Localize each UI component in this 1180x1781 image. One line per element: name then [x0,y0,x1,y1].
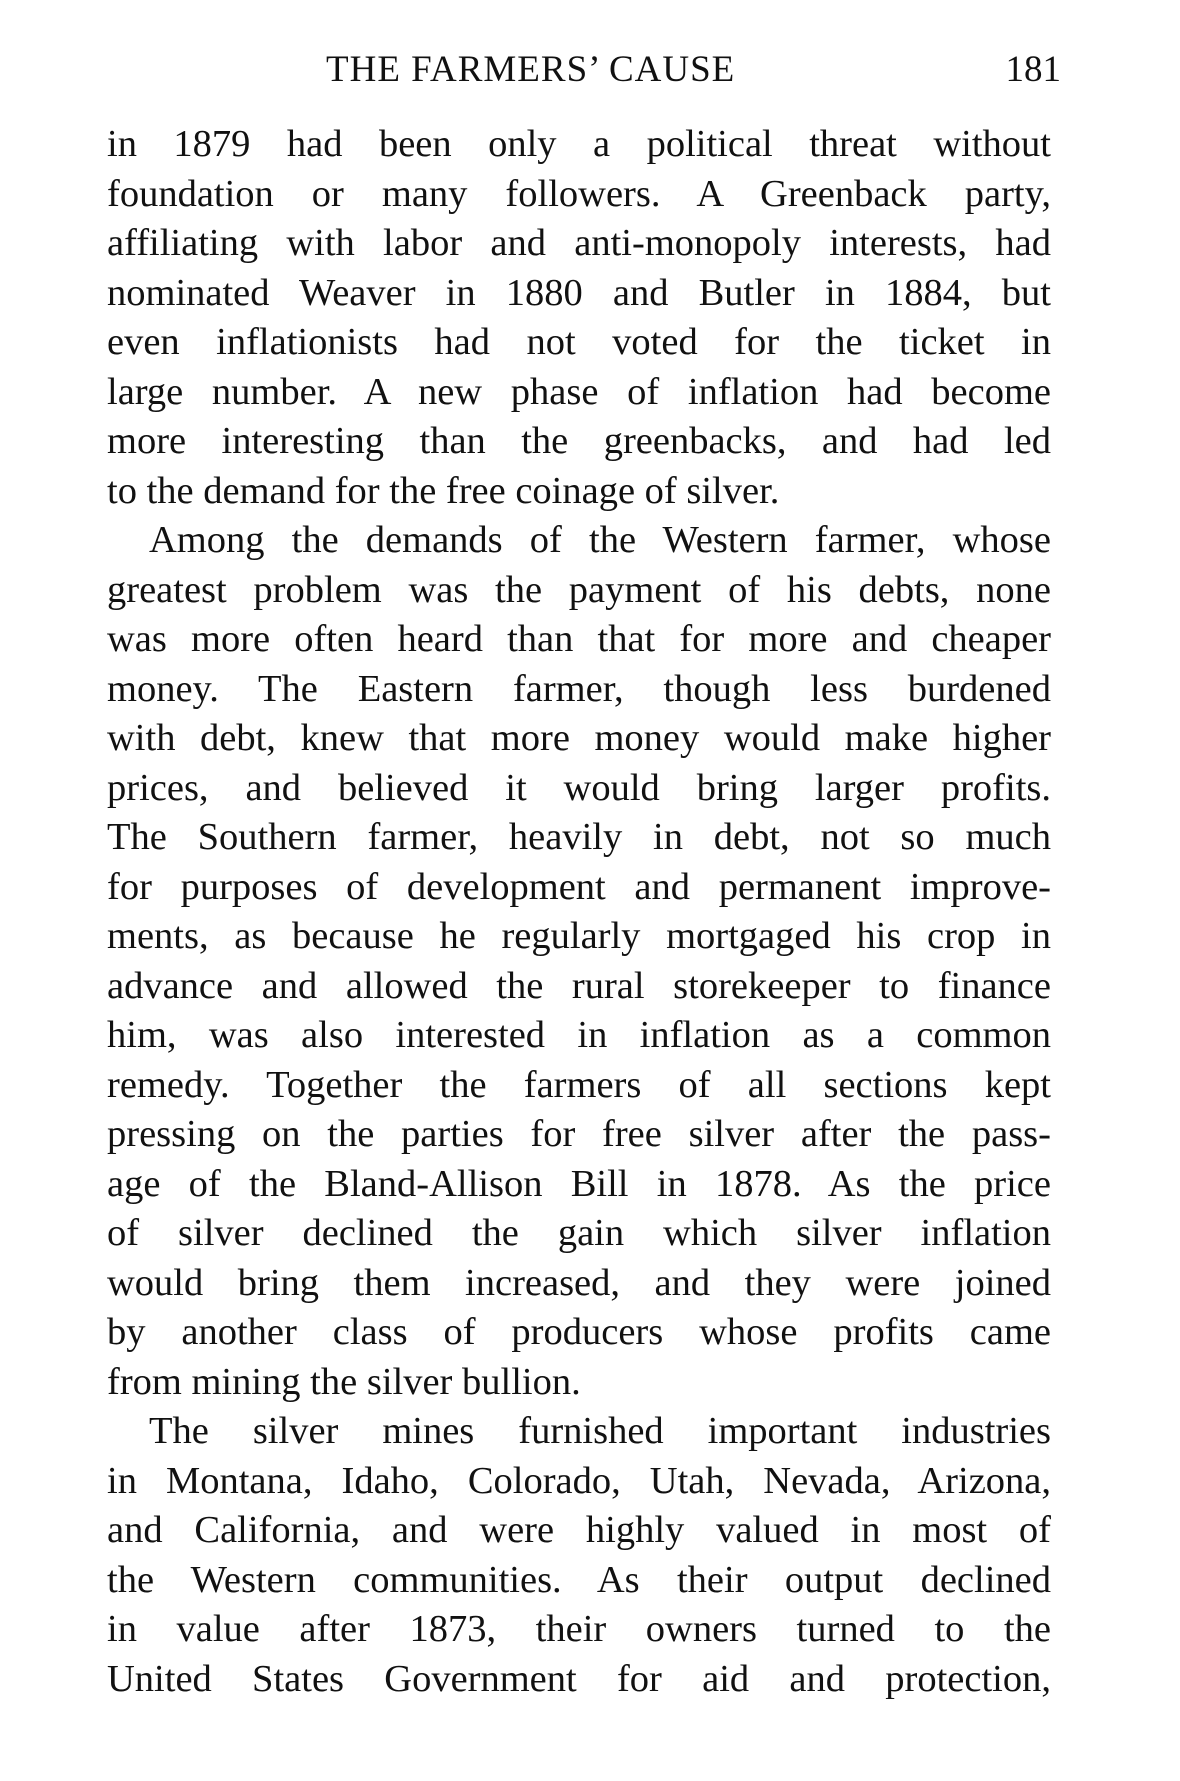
text-line: greatest problem was the payment of his debts, none [107,568,1051,611]
text-line: United States Government for aid and protection, [107,1657,1051,1700]
text-line: prices, and believed it would bring larger profits. [107,766,1051,809]
text-line: for purposes of development and permanent improve- [107,865,1051,908]
text-line: age of the Bland-Allison Bill in 1878. As the price [107,1162,1051,1205]
page-number: 181 [1005,49,1061,90]
text-line: by another class of producers whose profits came [107,1311,1051,1353]
text-line: with debt, knew that more money would make higher [107,717,1051,759]
text-line: in Montana, Idaho, Colorado, Utah, Nevada, Arizona, [107,1459,1051,1502]
text-line: the Western communities. As their output declined [107,1558,1051,1601]
text-line: Among the demands of the Western farmer, whose [149,519,1051,561]
text-line: advance and allowed the rural storekeeper to finance [107,964,1051,1007]
running-title: THE FARMERS’ CAUSE [326,49,736,90]
text-line: to the demand for the free coinage of silver. [107,469,780,512]
text-line: money. The Eastern farmer, though less burdened [107,667,1051,710]
text-line: from mining the silver bullion. [107,1360,581,1403]
text-line: The silver mines furnished important industries [149,1410,1051,1452]
text-line: affiliating with labor and anti-monopoly interests, had [107,222,1051,264]
text-line: was more often heard than that for more and cheaper [107,618,1051,660]
text-line: nominated Weaver in 1880 and Butler in 1884, but [107,271,1051,314]
text-line: large number. A new phase of inflation had become [107,370,1051,413]
text-line: The Southern farmer, heavily in debt, not so much [107,816,1051,858]
text-line: even inflationists had not voted for the ticket in [107,321,1051,363]
text-line: of silver declined the gain which silver inflation [107,1212,1051,1254]
running-header [107,48,1061,98]
text-line: ments, as because he regularly mortgaged his crop in [107,915,1051,957]
text-line: more interesting than the greenbacks, and had led [107,420,1051,462]
text-line: would bring them increased, and they were joined [107,1261,1051,1304]
text-line: in value after 1873, their owners turned to the [107,1608,1051,1650]
text-line: remedy. Together the farmers of all sections kept [107,1063,1051,1106]
text-line: pressing on the parties for free silver after the pass- [107,1113,1051,1155]
text-line: him, was also interested in inflation as a common [107,1014,1051,1056]
text-line: foundation or many followers. A Greenback party, [107,172,1051,215]
body-text [107,120,1051,1704]
text-line: in 1879 had been only a political threat without [107,123,1051,165]
text-line: and California, and were highly valued in most of [107,1509,1051,1551]
